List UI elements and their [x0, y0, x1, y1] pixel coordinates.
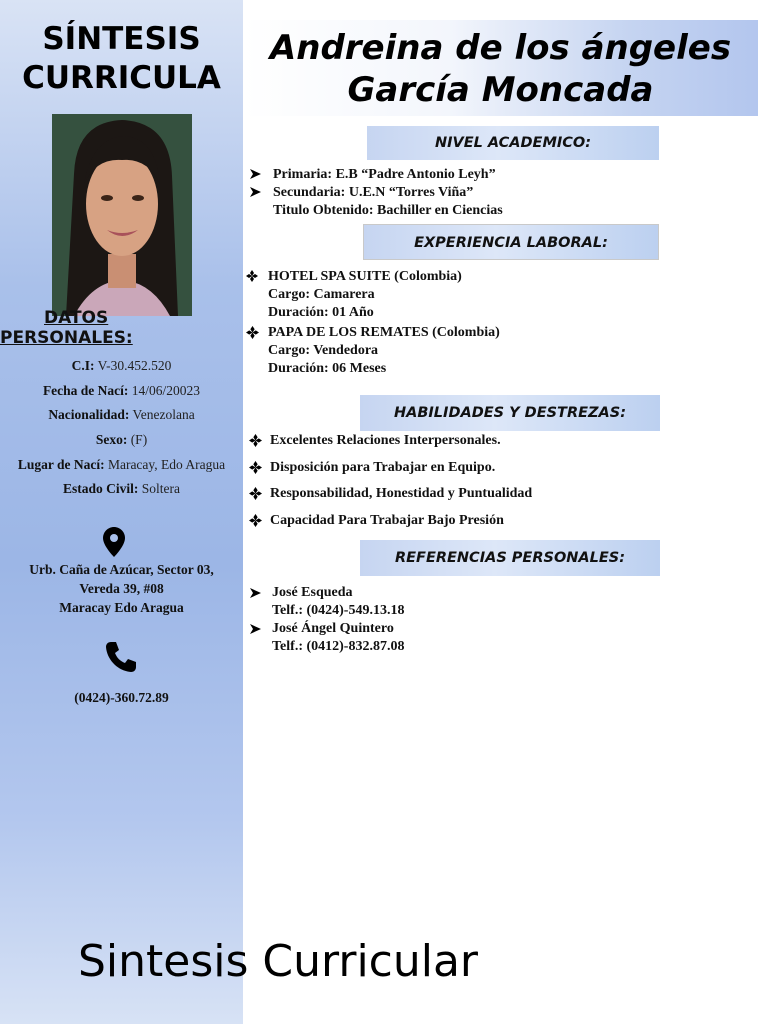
- job2-duracion: Duración: 06 Meses: [268, 361, 387, 376]
- personal-label: Estado Civil:: [62, 481, 139, 497]
- secundaria-entry: [273, 184, 473, 202]
- personal-value: Maracay, Edo Aragua: [107, 456, 226, 472]
- personal-label: Lugar de Nací:: [17, 456, 105, 472]
- name-line1: Andreina de los ángeles: [269, 28, 732, 68]
- address-line3: Maracay Edo Aragua: [59, 600, 184, 615]
- phone-number: (0424)-360.72.89: [74, 690, 169, 705]
- diamond-bullet-icon: [249, 434, 262, 447]
- personal-label: Nacionalidad:: [48, 407, 130, 423]
- experiencia-heading: EXPERIENCIA LABORAL:: [363, 224, 659, 260]
- diamond-bullet-icon: [246, 270, 258, 282]
- profile-photo: [52, 114, 192, 316]
- personal-row-civil-status: [0, 479, 243, 504]
- secundaria-label: Secundaria:: [273, 185, 346, 200]
- personal-row-birthdate: [0, 381, 243, 406]
- arrow-bullet-icon: [250, 587, 262, 599]
- ref2-name: José Ángel Quintero: [272, 621, 394, 636]
- datos-heading-line2: PERSONALES:: [0, 328, 133, 348]
- sidebar-title-line1: SÍNTESIS: [42, 21, 201, 57]
- primaria-value: E.B “Padre Antonio Leyh”: [335, 167, 496, 182]
- personal-label: Fecha de Nací:: [42, 382, 129, 398]
- address-line2: Vereda 39, #08: [79, 581, 164, 596]
- nivel-academico-heading: NIVEL ACADEMICO:: [367, 126, 659, 160]
- address-line1: Urb. Caña de Azúcar, Sector 03,: [29, 562, 214, 577]
- personal-row-birthplace: [0, 455, 243, 480]
- location-pin-icon: [103, 527, 125, 557]
- name-line2: García Moncada: [347, 70, 654, 110]
- ref1-phone: Telf.: (0424)-549.13.18: [272, 603, 405, 618]
- personal-row-nationality: [0, 405, 243, 430]
- personal-value: Venezolana: [132, 407, 195, 423]
- arrow-bullet-icon: [250, 623, 262, 635]
- sidebar: [0, 0, 243, 1024]
- primaria-label: Primaria:: [273, 167, 333, 182]
- sidebar-title: [0, 20, 243, 98]
- secundaria-value: U.E.N “Torres Viña”: [348, 185, 474, 200]
- datos-heading-line1: DATOS: [44, 308, 109, 328]
- datos-personales-heading: [0, 308, 133, 348]
- profile-photo-illustration: [52, 114, 192, 316]
- ref2-phone: Telf.: (0412)-832.87.08: [272, 639, 405, 654]
- diamond-bullet-icon: [249, 487, 262, 500]
- ref1-name: José Esqueda: [272, 585, 353, 600]
- personal-value: Soltera: [141, 481, 180, 497]
- sidebar-title-line2: CURRICULA: [22, 60, 221, 96]
- titulo-entry: [273, 202, 503, 220]
- personal-row-sex: [0, 430, 243, 455]
- name-header: [243, 20, 758, 116]
- footer-title: Sintesis Curricular: [78, 936, 479, 987]
- personal-value: (F): [130, 432, 148, 448]
- diamond-bullet-icon: [249, 514, 262, 527]
- primaria-entry: [273, 166, 496, 184]
- skill-item: Responsabilidad, Honestidad y Puntualidad: [270, 486, 533, 501]
- personal-value: V-30.452.520: [97, 358, 172, 373]
- habilidades-heading: HABILIDADES Y DESTREZAS:: [360, 395, 660, 431]
- skill-item: Capacidad Para Trabajar Bajo Presión: [270, 513, 504, 528]
- personal-data-list: [0, 356, 243, 504]
- titulo-label: Titulo Obtenido:: [273, 203, 374, 218]
- personal-value: 14/06/20023: [131, 382, 201, 398]
- phone-icon: [104, 640, 138, 674]
- address: [0, 560, 243, 617]
- job1-cargo: Cargo: Camarera: [268, 287, 375, 302]
- personal-label: Sexo:: [95, 432, 128, 448]
- skill-item: Excelentes Relaciones Interpersonales.: [270, 433, 501, 448]
- arrow-bullet-icon: [250, 168, 262, 180]
- titulo-value: Bachiller en Ciencias: [377, 203, 503, 218]
- personal-label: C.I:: [71, 358, 95, 373]
- job2-cargo: Cargo: Vendedora: [268, 343, 379, 358]
- diamond-bullet-icon: [249, 461, 262, 474]
- arrow-bullet-icon: [250, 186, 262, 198]
- skill-item: Disposición para Trabajar en Equipo.: [270, 460, 496, 475]
- personal-row-ci: [0, 356, 243, 381]
- diamond-bullet-icon: [246, 326, 259, 339]
- referencias-heading: REFERENCIAS PERSONALES:: [360, 540, 660, 576]
- job1-duracion: Duración: 01 Año: [268, 305, 374, 320]
- job2-title: PAPA DE LOS REMATES (Colombia): [268, 325, 500, 340]
- job1-title: HOTEL SPA SUITE (Colombia): [268, 269, 462, 284]
